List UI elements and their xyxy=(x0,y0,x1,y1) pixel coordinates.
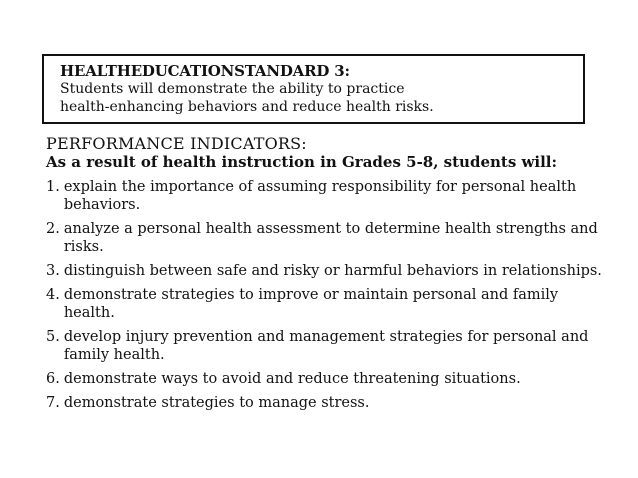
indicator-number: 5. xyxy=(46,329,60,345)
indicator-item xyxy=(46,370,606,388)
indicator-number: 4. xyxy=(46,287,60,303)
indicator-item xyxy=(46,262,606,280)
standard-box xyxy=(42,54,585,124)
indicator-text: distinguish between safe and risky or harmful behaviors in relationships. xyxy=(63,263,602,279)
indicator-item xyxy=(46,286,606,322)
indicator-number: 1. xyxy=(46,179,60,195)
indicator-item xyxy=(46,220,606,256)
indicator-text: demonstrate strategies to manage stress. xyxy=(63,395,370,411)
indicator-text: develop injury prevention and management strategies for personal and family health. xyxy=(63,329,589,363)
standard-text-line-2: health-enhancing behaviors and reduce health risks. xyxy=(60,99,434,115)
indicator-text: analyze a personal health assessment to determine health strengths and risks. xyxy=(63,221,598,255)
indicator-text: demonstrate ways to avoid and reduce threatening situations. xyxy=(63,371,521,387)
indicators-intro: As a result of health instruction in Grades 5-8, students will: xyxy=(46,153,558,171)
indicator-text: explain the importance of assuming responsibility for personal health behaviors. xyxy=(63,179,577,213)
standard-text-line-1: Students will demonstrate the ability to practice xyxy=(60,81,405,97)
indicator-item xyxy=(46,178,606,214)
indicator-item xyxy=(46,328,606,364)
indicator-number: 6. xyxy=(46,371,60,387)
indicator-item xyxy=(46,394,606,412)
indicator-number: 7. xyxy=(46,395,60,411)
indicators-title: PERFORMANCE INDICATORS: xyxy=(46,134,307,153)
indicator-number: 3. xyxy=(46,263,60,279)
indicator-number: 2. xyxy=(46,221,60,237)
indicator-text: demonstrate strategies to improve or maintain personal and family health. xyxy=(63,287,559,321)
standard-title: HEALTHEDUCATIONSTANDARD 3: xyxy=(60,62,350,80)
performance-indicators xyxy=(46,134,606,418)
indicators-list xyxy=(46,178,606,412)
